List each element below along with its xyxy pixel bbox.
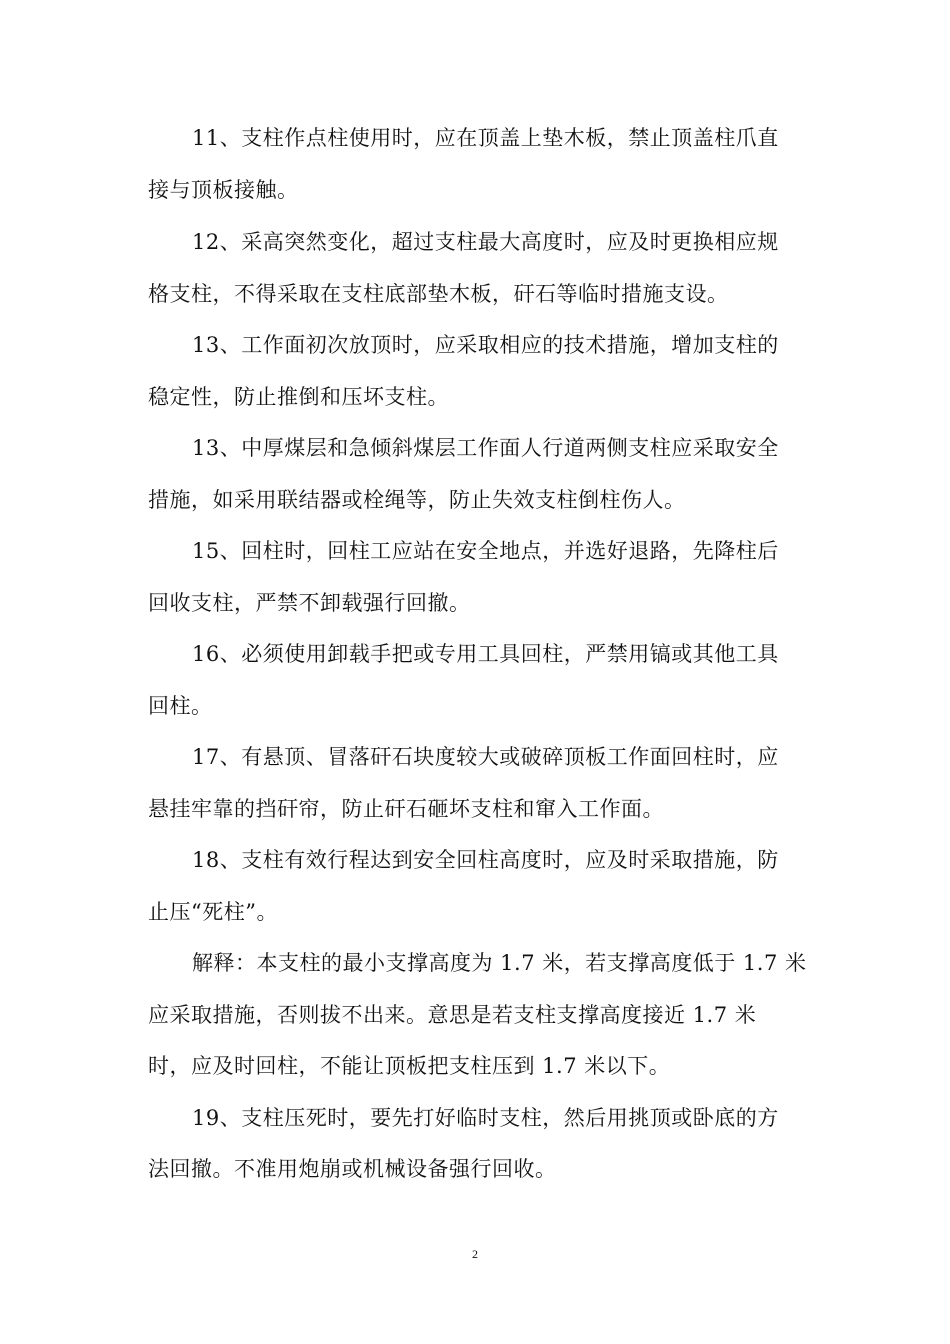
paragraph-12-line-1: 12、采高突然变化，超过支柱最大高度时，应及时更换相应规 bbox=[192, 230, 779, 254]
paragraph-13-line-1: 13、工作面初次放顶时，应采取相应的技术措施，增加支柱的 bbox=[192, 333, 779, 357]
explanation-line-1: 解释：本支柱的最小支撑高度为 1.7 米，若支撑高度低于 1.7 米 bbox=[192, 951, 807, 975]
paragraph-13-line-2: 稳定性，防止推倒和压坏支柱。 bbox=[148, 385, 449, 409]
paragraph-13b-line-2: 措施，如采用联结器或栓绳等，防止失效支柱倒柱伤人。 bbox=[148, 488, 686, 512]
paragraph-13b-line-1: 13、中厚煤层和急倾斜煤层工作面人行道两侧支柱应采取安全 bbox=[192, 436, 779, 460]
explanation-line-3: 时，应及时回柱，不能让顶板把支柱压到 1.7 米以下。 bbox=[148, 1054, 671, 1078]
paragraph-16-line-2: 回柱。 bbox=[148, 694, 213, 718]
paragraph-17-line-2: 悬挂牢靠的挡矸帘，防止矸石砸坏支柱和窜入工作面。 bbox=[148, 797, 664, 821]
paragraph-19-line-2: 法回撤。不准用炮崩或机械设备强行回收。 bbox=[148, 1157, 557, 1181]
page-number: 2 bbox=[472, 1247, 478, 1261]
paragraph-11-line-2: 接与顶板接触。 bbox=[148, 178, 299, 202]
explanation-line-2: 应采取措施，否则拔不出来。意思是若支柱支撑高度接近 1.7 米 bbox=[148, 1003, 757, 1027]
paragraph-18-line-2: 止压“死柱”。 bbox=[148, 900, 278, 924]
paragraph-17-line-1: 17、有悬顶、冒落矸石块度较大或破碎顶板工作面回柱时，应 bbox=[192, 745, 779, 769]
paragraph-12-line-2: 格支柱，不得采取在支柱底部垫木板，矸石等临时措施支设。 bbox=[148, 282, 729, 306]
paragraph-15-line-2: 回收支柱，严禁不卸载强行回撤。 bbox=[148, 591, 471, 615]
paragraph-16-line-1: 16、必须使用卸载手把或专用工具回柱，严禁用镐或其他工具 bbox=[192, 642, 779, 666]
paragraph-11-line-1: 11、支柱作点柱使用时，应在顶盖上垫木板，禁止顶盖柱爪直 bbox=[192, 126, 779, 150]
paragraph-19-line-1: 19、支柱压死时，要先打好临时支柱，然后用挑顶或卧底的方 bbox=[192, 1106, 779, 1130]
paragraph-18-line-1: 18、支柱有效行程达到安全回柱高度时，应及时采取措施，防 bbox=[192, 848, 779, 872]
paragraph-15-line-1: 15、回柱时，回柱工应站在安全地点，并选好退路，先降柱后 bbox=[192, 539, 779, 563]
